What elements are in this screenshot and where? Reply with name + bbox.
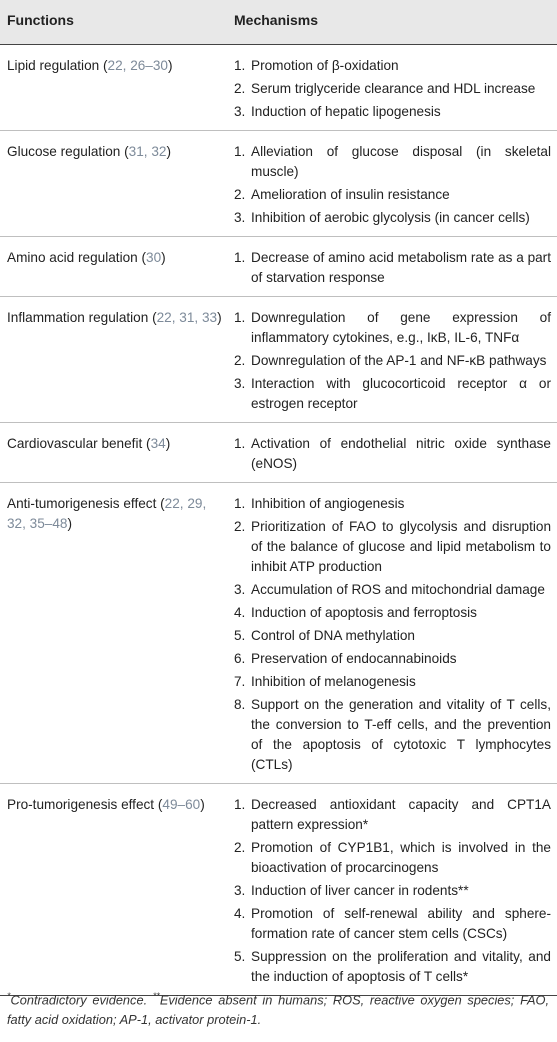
mechanism-list [234, 434, 551, 474]
footnote-mark-single: * [7, 991, 11, 1001]
mechanism-text: Promotion of β-oxidation [251, 58, 399, 73]
mechanism-item [234, 838, 551, 878]
mechanism-list [234, 56, 551, 122]
mechanism-text: Induction of liver cancer in rodents** [251, 883, 469, 898]
mechanisms-cell [234, 45, 557, 130]
mechanism-text: Prioritization of FAO to glycolysis and disruption of the balance of glucose and lipid metabolism to inhibit ATP production [251, 519, 551, 574]
mechanism-text: Promotion of self-renewal ability and sphere-formation rate of cancer stem cells (CSCs) [251, 906, 551, 941]
mechanism-number: 3. [234, 210, 246, 225]
mechanism-text: Induction of apoptosis and ferroptosis [251, 605, 477, 620]
mechanism-number: 3. [234, 376, 246, 391]
table-row [0, 237, 557, 297]
mechanisms-cell [234, 483, 557, 783]
mechanism-text: Interaction with glucocorticoid receptor α or estrogen receptor [251, 376, 551, 411]
footnote-mark-double: ** [152, 991, 160, 1001]
mechanism-item [234, 881, 551, 901]
function-name: Lipid regulation [7, 58, 100, 73]
mechanism-item [234, 649, 551, 669]
mechanism-item [234, 434, 551, 474]
reference-link[interactable]: 34 [150, 436, 166, 451]
mechanism-text: Inhibition of aerobic glycolysis (in cancer cells) [251, 210, 530, 225]
mechanism-number: 4. [234, 906, 246, 921]
mechanism-text: Promotion of CYP1B1, which is involved in the bioactivation of procarcinogens [251, 840, 551, 875]
mechanism-item [234, 494, 551, 514]
mechanism-item [234, 672, 551, 692]
footnote-abbreviations: Evidence absent in humans; ROS, reactive oxygen species; FAO, fatty acid oxidation; AP-1, activator protein-1. [7, 992, 550, 1028]
mechanism-number: 1. [234, 797, 246, 812]
mechanism-text: Downregulation of gene expression of inflammatory cytokines, e.g., IκB, IL-6, TNFα [251, 310, 551, 345]
mechanism-list [234, 142, 551, 228]
mechanism-text: Downregulation of the AP-1 and NF-κB pathways [251, 353, 547, 368]
mechanism-item [234, 208, 551, 228]
mechanism-item [234, 904, 551, 944]
mechanism-text: Induction of hepatic lipogenesis [251, 104, 441, 119]
function-cell: Lipid regulation (22, 26–30) [7, 58, 173, 73]
table-row [0, 423, 557, 483]
mechanism-number: 5. [234, 949, 246, 964]
mechanism-number: 5. [234, 628, 246, 643]
function-cell: Cardiovascular benefit (34) [7, 436, 171, 451]
mechanism-number: 1. [234, 58, 246, 73]
function-name: Cardiovascular benefit [7, 436, 143, 451]
mechanism-item [234, 580, 551, 600]
reference-link[interactable]: 22, 31, 33 [156, 310, 218, 325]
table-row [0, 483, 557, 784]
mechanism-text: Inhibition of angiogenesis [251, 496, 405, 511]
header-functions: Functions [7, 12, 74, 28]
mechanisms-cell [234, 784, 557, 995]
table-body [0, 45, 557, 996]
mechanism-text: Suppression on the proliferation and vitality, and the induction of apoptosis of T cells* [251, 949, 551, 984]
mechanism-list [234, 494, 551, 775]
table-header [0, 0, 557, 45]
mechanism-number: 3. [234, 582, 246, 597]
function-name: Inflammation regulation [7, 310, 149, 325]
mechanisms-cell [234, 423, 557, 482]
table-row [0, 784, 557, 996]
mechanism-number: 7. [234, 674, 246, 689]
function-cell: Inflammation regulation (22, 31, 33) [7, 310, 222, 325]
mechanism-number: 1. [234, 310, 246, 325]
function-name: Amino acid regulation [7, 250, 138, 265]
mechanism-number: 2. [234, 187, 246, 202]
reference-link[interactable]: 49–60 [162, 797, 201, 812]
function-cell: Glucose regulation (31, 32) [7, 144, 171, 159]
reference-link[interactable]: 31, 32 [128, 144, 167, 159]
mechanism-text: Amelioration of insulin resistance [251, 187, 450, 202]
mechanism-number: 4. [234, 605, 246, 620]
mechanism-number: 2. [234, 353, 246, 368]
mechanism-list [234, 308, 551, 414]
function-cell: Anti-tumorigenesis effect (22, 29, 32, 35–48) [7, 496, 207, 531]
function-cell: Amino acid regulation (30) [7, 250, 166, 265]
mechanism-text: Preservation of endocannabinoids [251, 651, 457, 666]
mechanism-text: Inhibition of melanogenesis [251, 674, 416, 689]
function-name: Glucose regulation [7, 144, 121, 159]
mechanism-text: Accumulation of ROS and mitochondrial damage [251, 582, 545, 597]
mechanism-number: 3. [234, 104, 246, 119]
mechanism-number: 8. [234, 697, 246, 712]
mechanism-text: Decrease of amino acid metabolism rate as a part of starvation response [251, 250, 551, 285]
mechanism-list [234, 248, 551, 288]
mechanism-item [234, 517, 551, 577]
mechanism-item [234, 351, 551, 371]
mechanism-item [234, 695, 551, 775]
mechanism-item [234, 603, 551, 623]
footnote-contradictory: Contradictory evidence. [10, 992, 148, 1008]
mechanism-number: 3. [234, 883, 246, 898]
function-cell: Pro-tumorigenesis effect (49–60) [7, 797, 205, 812]
mechanism-item [234, 626, 551, 646]
mechanism-item [234, 102, 551, 122]
mechanisms-cell [234, 297, 557, 422]
mechanism-number: 1. [234, 144, 246, 159]
table-row [0, 131, 557, 237]
mechanism-text: Activation of endothelial nitric oxide synthase (eNOS) [251, 436, 551, 471]
mechanisms-cell [234, 131, 557, 236]
mechanism-item [234, 56, 551, 76]
mechanism-item [234, 947, 551, 987]
header-mechanisms: Mechanisms [234, 12, 319, 28]
mechanisms-cell [234, 237, 557, 296]
reference-link[interactable]: 22, 29, 32, 35–48 [7, 496, 207, 531]
mechanism-number: 1. [234, 250, 246, 265]
table-row [0, 45, 557, 131]
mechanism-item [234, 142, 551, 182]
function-name: Pro-tumorigenesis effect [7, 797, 155, 812]
reference-link[interactable]: 22, 26–30 [107, 58, 168, 73]
table-footnote [7, 986, 549, 1030]
mechanism-item [234, 185, 551, 205]
mechanism-text: Control of DNA methylation [251, 628, 415, 643]
mechanism-number: 1. [234, 436, 246, 451]
mechanism-text: Alleviation of glucose disposal (in skeletal muscle) [251, 144, 551, 179]
mechanism-text: Serum triglyceride clearance and HDL increase [251, 81, 536, 96]
mechanism-number: 2. [234, 519, 246, 534]
mechanism-number: 6. [234, 651, 246, 666]
mechanism-number: 1. [234, 496, 246, 511]
mechanism-item [234, 308, 551, 348]
mechanism-list [234, 795, 551, 987]
table-row [0, 297, 557, 423]
mechanism-item [234, 374, 551, 414]
mechanism-text: Decreased antioxidant capacity and CPT1A pattern expression* [251, 797, 551, 832]
function-name: Anti-tumorigenesis effect [7, 496, 157, 511]
mechanism-text: Support on the generation and vitality of T cells, the conversion to T-eff cells, and the prevention of the apoptosis of cytotoxic T lymphocytes (CTLs) [251, 697, 551, 772]
mechanism-item [234, 79, 551, 99]
mechanism-item [234, 248, 551, 288]
mechanism-number: 2. [234, 81, 246, 96]
reference-link[interactable]: 30 [146, 250, 162, 265]
mechanism-item [234, 795, 551, 835]
mechanism-number: 2. [234, 840, 246, 855]
